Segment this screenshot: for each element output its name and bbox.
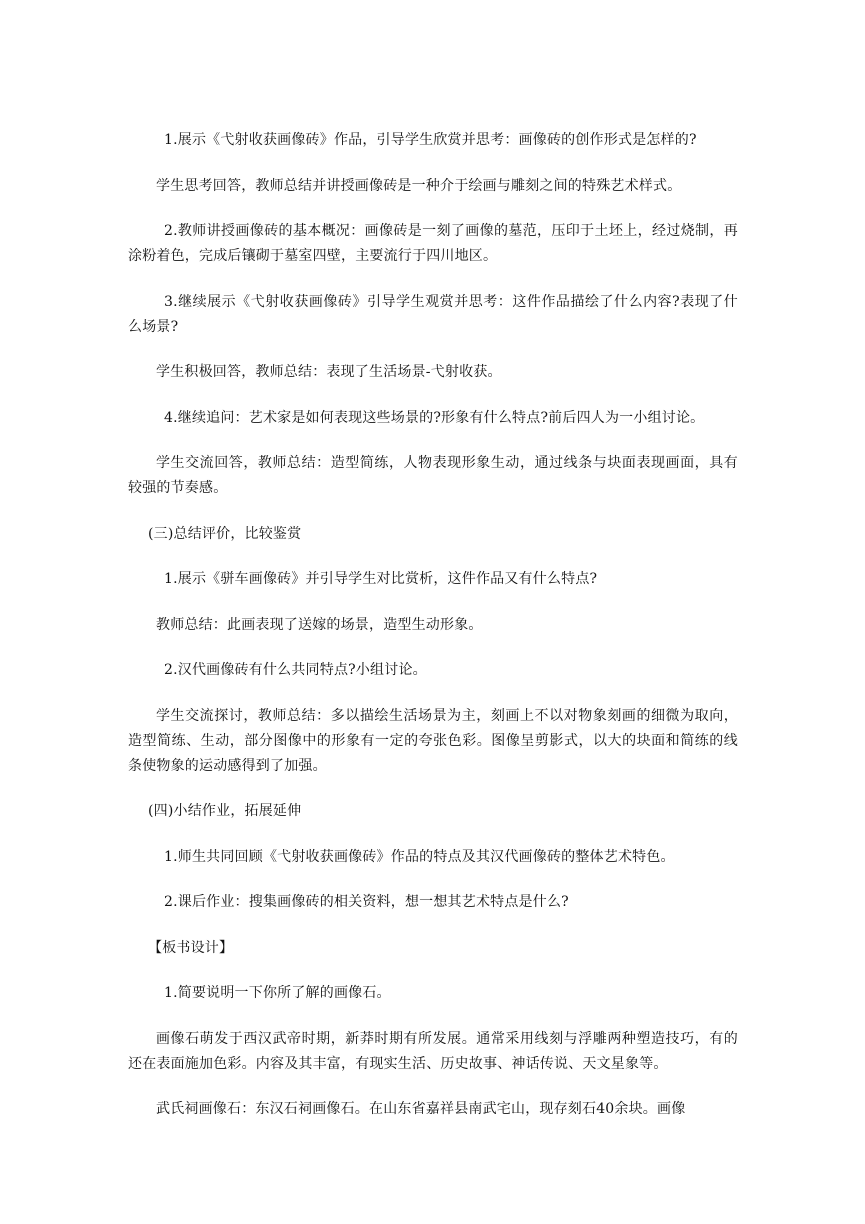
- paragraph: 学生积极回答，教师总结：表现了生活场景-弋射收获。: [156, 364, 502, 380]
- paragraph: 1.师生共同回顾《弋射收获画像砖》作品的特点及其汉代画像砖的整体艺术特色。: [164, 848, 675, 865]
- paragraph: 教师总结：此画表现了送嫁的场景，造型生动形象。: [156, 616, 483, 633]
- section-heading: (四)小结作业，拓展延伸: [148, 803, 302, 819]
- document-body: [128, 128, 738, 1143]
- paragraph: 学生思考回答，教师总结并讲授画像砖是一种介于绘画与雕刻之间的特殊艺术样式。: [156, 177, 682, 194]
- section-heading: (三)总结评价，比较鉴赏: [148, 525, 302, 542]
- paragraph: 武氏祠画像石：东汉石祠画像石。在山东省嘉祥县南武宅山，现存刻石40余块。画像: [156, 1101, 686, 1117]
- paragraph: 1.展示《弋射收获画像砖》作品，引导学生欣赏并思考：画像砖的创作形式是怎样的?: [164, 132, 697, 148]
- paragraph: 4.继续追问：艺术家是如何表现这些场景的?形象有什么特点?前后四人为一小组讨论。: [164, 409, 705, 426]
- paragraph: 2.课后作业：搜集画像砖的相关资料，想一想其艺术特点是什么?: [164, 894, 569, 910]
- paragraph: 2.汉代画像砖有什么共同特点?小组讨论。: [164, 662, 427, 678]
- paragraph: 1.展示《骈车画像砖》并引导学生对比赏析，这件作品又有什么特点?: [164, 571, 598, 587]
- paragraph: 画像石萌发于西汉武帝时期，新莽时期有所发展。通常采用线刻与浮雕两种塑造技巧，有的还在表面施加色彩。内容及其丰富，有现实生活、历史故事、神话传说、天文星象等。: [128, 1030, 738, 1072]
- paragraph: 学生交流回答，教师总结：造型简练，人物表现形象生动，通过线条与块面表现画面，具有较强的节奏感。: [128, 455, 738, 496]
- paragraph: 3.继续展示《弋射收获画像砖》引导学生观赏并思考：这件作品描绘了什么内容?表现了什么场景?: [128, 293, 738, 335]
- section-heading: 【板书设计】: [148, 939, 234, 956]
- paragraph: 1.简要说明一下你所了解的画像石。: [164, 985, 391, 1001]
- paragraph: 学生交流探讨，教师总结：多以描绘生活场景为主，刻画上不以对物象刻画的细微为取向，造型简练、生动，部分图像中的形象有一定的夸张色彩。图像呈剪影式，以大的块面和简练的线条使物象的运动感得到了加强。: [128, 707, 738, 774]
- paragraph: 2.教师讲授画像砖的基本概况：画像砖是一刻了画像的墓范，压印于土坯上，经过烧制，再涂粉着色，完成后镶砌于墓室四壁，主要流行于四川地区。: [128, 223, 738, 264]
